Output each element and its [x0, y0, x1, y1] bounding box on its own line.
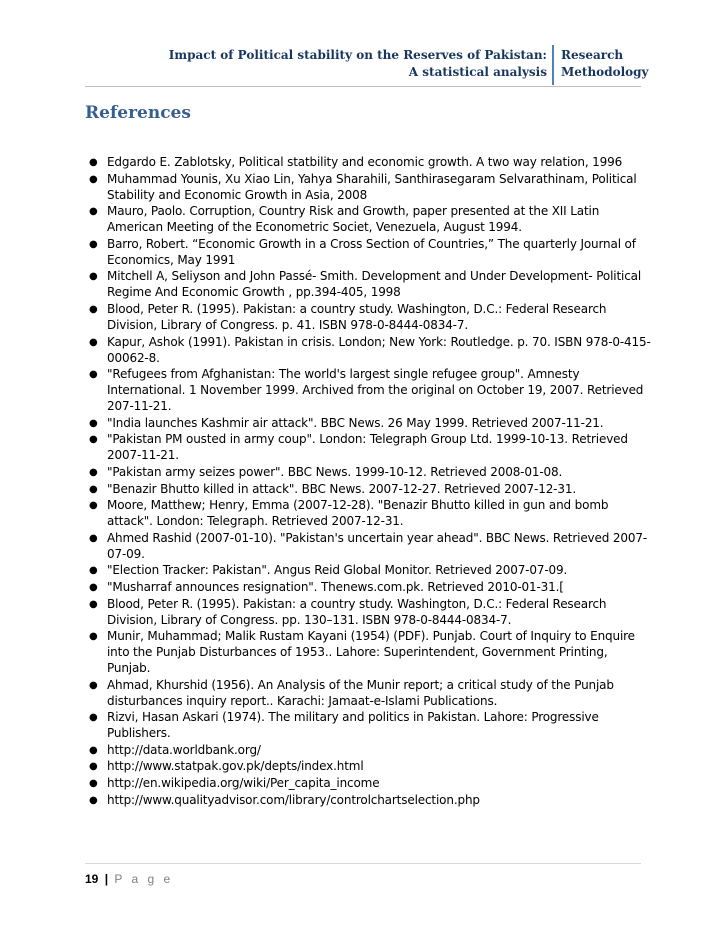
bullet-icon: ●	[89, 581, 98, 593]
reference-text: Kapur, Ashok (1991). Pakistan in crisis. London; New York: Routledge. p. 70. ISBN 978-0-415-00062-8.	[107, 334, 651, 365]
reference-text: Munir, Muhammad; Malik Rustam Kayani (1954) (PDF). Punjab. Court of Inquiry to Enquire into the Punjab Disturbances of 1953.. Lahore: Superintendent, Government Printing, Punjab.	[107, 629, 635, 676]
reference-item	[89, 203, 652, 235]
bullet-icon: ●	[89, 565, 98, 577]
reference-item	[89, 742, 652, 758]
reference-item	[89, 431, 652, 463]
bullet-icon: ●	[89, 336, 98, 348]
reference-text: Blood, Peter R. (1995). Pakistan: a country study. Washington, D.C.: Federal Research Division, Library of Congress. pp. 130–131. ISBN 978-0-8444-0834-7.	[107, 596, 607, 627]
bullet-icon: ●	[89, 598, 98, 610]
reference-text: "Election Tracker: Pakistan". Angus Reid Global Monitor. Retrieved 2007-07-09.	[107, 563, 568, 578]
reference-text: http://data.worldbank.org/	[107, 742, 261, 757]
reference-item	[89, 596, 652, 628]
reference-text: "Pakistan PM ousted in army coup". London: Telegraph Group Ltd. 1999-10-13. Retrieved 2007-11-21.	[107, 432, 628, 463]
reference-item	[89, 709, 652, 741]
reference-text: Barro, Robert. “Economic Growth in a Cross Section of Countries,” The quarterly Journal of Economics, May 1991	[107, 236, 636, 267]
header-section-line-1: Research	[561, 48, 624, 62]
reference-item	[89, 481, 652, 497]
bullet-icon: ●	[89, 303, 98, 315]
bullet-icon: ●	[89, 271, 98, 283]
footer-rule	[85, 863, 641, 864]
running-header-title	[127, 47, 547, 81]
reference-item	[89, 464, 652, 480]
reference-item	[89, 415, 652, 431]
reference-item	[89, 628, 652, 676]
bullet-icon: ●	[89, 466, 98, 478]
header-rule	[85, 86, 641, 87]
bullet-icon: ●	[89, 532, 98, 544]
reference-item	[89, 268, 652, 300]
page-footer	[85, 871, 173, 887]
bullet-icon: ●	[89, 417, 98, 429]
reference-text: Mauro, Paolo. Corruption, Country Risk and Growth, paper presented at the XII Latin American Meeting of the Econometric Societ, Venezuela, August 1994.	[107, 204, 600, 235]
reference-text: Mitchell A, Seliyson and John Passé- Smith. Development and Under Development- Political Regime And Economic Growth , pp.394-405, 1998	[107, 269, 642, 300]
bullet-icon: ●	[89, 434, 98, 446]
reference-item	[89, 497, 652, 529]
reference-text: "Musharraf announces resignation". Thenews.com.pk. Retrieved 2010-01-31.[	[107, 579, 564, 594]
bullet-icon: ●	[89, 369, 98, 381]
page-label: P a g e	[114, 872, 174, 886]
reference-item	[89, 154, 652, 170]
header-divider	[552, 45, 554, 85]
bullet-icon: ●	[89, 157, 98, 168]
bullet-icon: ●	[89, 679, 98, 691]
reference-text: Muhammad Younis, Xu Xiao Lin, Yahya Sharahili, Santhirasegaram Selvarathinam, Political Stability and Economic Growth in Asia, 2008	[107, 171, 637, 202]
bullet-icon: ●	[89, 794, 98, 806]
running-header-section	[561, 47, 661, 81]
reference-item	[89, 792, 652, 808]
reference-item	[89, 775, 652, 791]
reference-text: Edgardo E. Zablotsky, Political statbility and economic growth. A two way relation, 1996	[107, 155, 623, 169]
reference-item	[89, 677, 652, 709]
page-number: 19	[85, 872, 99, 886]
reference-item	[89, 530, 652, 562]
reference-text: Rizvi, Hasan Askari (1974). The military and politics in Pakistan. Lahore: Progressive Publishers.	[107, 710, 599, 741]
reference-text: Ahmed Rashid (2007-01-10). "Pakistan's uncertain year ahead". BBC News. Retrieved 2007-07-09.	[107, 530, 647, 561]
reference-text: http://www.qualityadvisor.com/library/controlchartselection.php	[107, 792, 480, 807]
reference-text: http://www.statpak.gov.pk/depts/index.html	[107, 759, 364, 774]
reference-text: "India launches Kashmir air attack". BBC News. 26 May 1999. Retrieved 2007-11-21.	[107, 415, 604, 430]
reference-text: "Refugees from Afghanistan: The world's largest single refugee group". Amnesty International. 1 November 1999. Archived from the original on October 19, 2007. Retrieved 207-11-21.	[107, 367, 644, 414]
reference-text: "Benazir Bhutto killed in attack". BBC News. 2007-12-27. Retrieved 2007-12-31.	[107, 481, 576, 496]
references-list	[89, 154, 652, 808]
header-title-line-2: A statistical analysis	[408, 65, 547, 79]
bullet-icon: ●	[89, 483, 98, 495]
header-title-line-1: Impact of Political stability on the Reserves of Pakistan:	[168, 48, 547, 62]
reference-text: http://en.wikipedia.org/wiki/Per_capita_income	[107, 776, 380, 791]
reference-item	[89, 758, 652, 774]
bullet-icon: ●	[89, 173, 98, 185]
references-heading: References	[85, 103, 191, 123]
reference-text: Blood, Peter R. (1995). Pakistan: a country study. Washington, D.C.: Federal Research Division, Library of Congress. p. 41. ISBN 978-0-8444-0834-7.	[107, 301, 607, 332]
footer-separator: |	[104, 872, 109, 886]
bullet-icon: ●	[89, 206, 98, 218]
reference-text: "Pakistan army seizes power". BBC News. 1999-10-12. Retrieved 2008-01-08.	[107, 464, 563, 479]
reference-item	[89, 579, 652, 595]
bullet-icon: ●	[89, 761, 98, 773]
bullet-icon: ●	[89, 744, 98, 756]
bullet-icon: ●	[89, 631, 98, 643]
reference-item	[89, 236, 652, 268]
bullet-icon: ●	[89, 238, 98, 250]
reference-item	[89, 562, 652, 578]
reference-text: Ahmad, Khurshid (1956). An Analysis of the Munir report; a critical study of the Punjab disturbances inquiry report.. Karachi: Jamaat-e-Islami Publications.	[107, 677, 614, 708]
reference-item	[89, 171, 652, 203]
bullet-icon: ●	[89, 500, 98, 512]
bullet-icon: ●	[89, 712, 98, 724]
reference-item	[89, 334, 652, 366]
header-section-line-2: Methodology	[561, 65, 649, 79]
reference-item	[89, 301, 652, 333]
reference-item	[89, 366, 652, 414]
bullet-icon: ●	[89, 778, 98, 790]
reference-text: Moore, Matthew; Henry, Emma (2007-12-28). "Benazir Bhutto killed in gun and bomb attack". London: Telegraph. Retrieved 2007-12-31.	[107, 498, 609, 529]
